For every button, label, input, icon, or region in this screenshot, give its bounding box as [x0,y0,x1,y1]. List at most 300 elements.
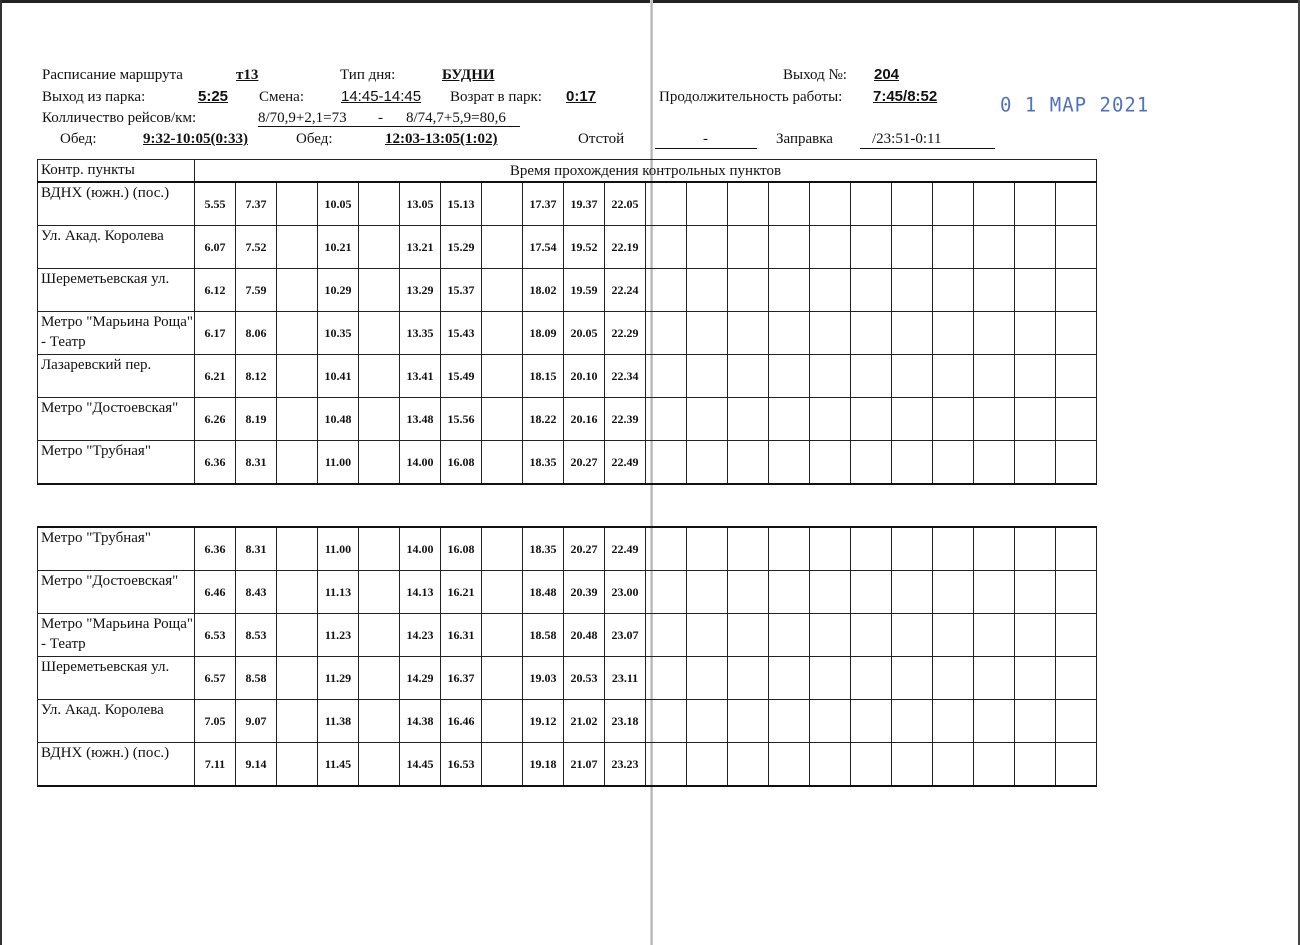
empty-time-cell [1015,571,1056,614]
empty-time-cell [1015,743,1056,787]
time-cell: 7.59 [236,269,277,312]
time-cell: 14.38 [400,700,441,743]
empty-time-cell [482,269,523,312]
empty-time-cell [851,355,892,398]
time-cell: 9.14 [236,743,277,787]
empty-time-cell [974,226,1015,269]
route-label: Расписание маршрута [42,67,183,83]
empty-time-cell [1056,743,1097,787]
empty-time-cell [277,182,318,226]
empty-time-cell [1015,614,1056,657]
time-cell: 8.31 [236,527,277,571]
empty-time-cell [933,527,974,571]
empty-time-cell [277,226,318,269]
empty-time-cell [359,571,400,614]
time-cell: 13.29 [400,269,441,312]
exit-number-value: 204 [874,66,900,83]
empty-time-cell [482,527,523,571]
empty-time-cell [933,441,974,485]
empty-time-cell [1056,355,1097,398]
time-cell: 13.35 [400,312,441,355]
empty-time-cell [359,269,400,312]
lunch1-value: 9:32-10:05(0:33) [143,131,248,147]
empty-time-cell [892,355,933,398]
time-cell: 20.53 [564,657,605,700]
time-cell: 15.37 [441,269,482,312]
time-cell: 10.05 [318,182,359,226]
time-cell: 15.13 [441,182,482,226]
time-cell: 6.53 [195,614,236,657]
empty-time-cell [728,700,769,743]
empty-time-cell [646,657,687,700]
empty-time-cell [1056,269,1097,312]
empty-time-cell [769,657,810,700]
time-cell: 7.05 [195,700,236,743]
stop-name: Метро "Трубная" [38,441,195,485]
empty-time-cell [974,355,1015,398]
time-cell: 23.11 [605,657,646,700]
time-cell: 22.19 [605,226,646,269]
empty-time-cell [810,527,851,571]
empty-time-cell [1056,700,1097,743]
time-cell: 23.18 [605,700,646,743]
empty-time-cell [974,614,1015,657]
time-cell: 20.16 [564,398,605,441]
time-cell: 13.05 [400,182,441,226]
trips-label: Колличество рейсов/км: [42,110,197,126]
time-cell: 13.48 [400,398,441,441]
time-cell: 6.36 [195,527,236,571]
schedule-table-return [37,526,1097,787]
empty-time-cell [359,182,400,226]
empty-time-cell [359,441,400,485]
empty-time-cell [769,527,810,571]
time-cell: 18.22 [523,398,564,441]
time-cell: 13.21 [400,226,441,269]
header-points: Контр. пункты [38,160,195,183]
time-cell: 15.43 [441,312,482,355]
time-cell: 6.26 [195,398,236,441]
empty-time-cell [728,441,769,485]
time-cell: 6.21 [195,355,236,398]
empty-time-cell [687,527,728,571]
time-cell: 11.00 [318,441,359,485]
time-cell: 11.29 [318,657,359,700]
time-cell: 13.41 [400,355,441,398]
time-cell: 8.19 [236,398,277,441]
table-row [38,571,1097,614]
empty-time-cell [1015,312,1056,355]
empty-time-cell [892,441,933,485]
duration-label: Продолжительность работы: [659,89,843,105]
empty-time-cell [1056,614,1097,657]
time-cell: 20.27 [564,441,605,485]
empty-time-cell [1015,398,1056,441]
empty-time-cell [277,614,318,657]
empty-time-cell [851,182,892,226]
empty-time-cell [277,743,318,787]
empty-time-cell [646,571,687,614]
time-cell: 14.23 [400,614,441,657]
empty-time-cell [851,398,892,441]
empty-time-cell [359,743,400,787]
empty-time-cell [277,527,318,571]
empty-time-cell [728,614,769,657]
time-cell: 18.09 [523,312,564,355]
empty-time-cell [359,312,400,355]
empty-time-cell [810,700,851,743]
table-row [38,398,1097,441]
time-cell: 10.21 [318,226,359,269]
refuel-underline [860,148,995,149]
date-stamp: 0 1 MAP 2021 [1000,93,1150,117]
empty-time-cell [810,657,851,700]
table-row [38,355,1097,398]
time-cell: 7.52 [236,226,277,269]
table-row [38,182,1097,226]
table-row [38,657,1097,700]
trips-underline [258,126,520,127]
empty-time-cell [482,355,523,398]
refuel-label: Заправка [776,131,833,147]
empty-time-cell [687,700,728,743]
empty-time-cell [1056,571,1097,614]
empty-time-cell [646,269,687,312]
empty-time-cell [728,743,769,787]
empty-time-cell [933,657,974,700]
empty-time-cell [851,312,892,355]
time-cell: 21.02 [564,700,605,743]
empty-time-cell [646,398,687,441]
time-cell: 8.12 [236,355,277,398]
empty-time-cell [933,614,974,657]
empty-time-cell [892,226,933,269]
day-type-label: Тип дня: [340,67,396,83]
shift-value: 14:45-14:45 [341,88,422,105]
empty-time-cell [1015,355,1056,398]
empty-time-cell [974,657,1015,700]
empty-time-cell [359,657,400,700]
time-cell: 14.00 [400,527,441,571]
empty-time-cell [482,226,523,269]
time-cell: 5.55 [195,182,236,226]
time-cell: 18.35 [523,441,564,485]
schedule-table-outbound [37,159,1097,485]
time-cell: 10.48 [318,398,359,441]
time-cell: 6.57 [195,657,236,700]
time-cell: 16.46 [441,700,482,743]
empty-time-cell [277,355,318,398]
empty-time-cell [359,398,400,441]
trips-value-2: 8/74,7+5,9=80,6 [406,110,506,126]
empty-time-cell [687,226,728,269]
empty-time-cell [810,571,851,614]
time-cell: 23.23 [605,743,646,787]
empty-time-cell [646,614,687,657]
empty-time-cell [1015,182,1056,226]
page-edge-left [0,0,2,945]
time-cell: 18.58 [523,614,564,657]
header-times: Время прохождения контрольных пунктов [195,160,1097,183]
empty-time-cell [769,312,810,355]
empty-time-cell [277,657,318,700]
refuel-value: /23:51-0:11 [872,131,942,147]
time-cell: 10.41 [318,355,359,398]
time-cell: 21.07 [564,743,605,787]
empty-time-cell [933,571,974,614]
table-row [38,743,1097,787]
time-cell: 19.18 [523,743,564,787]
time-cell: 8.06 [236,312,277,355]
empty-time-cell [359,527,400,571]
time-cell: 20.27 [564,527,605,571]
empty-time-cell [769,441,810,485]
time-cell: 16.53 [441,743,482,787]
time-cell: 23.00 [605,571,646,614]
time-cell: 11.13 [318,571,359,614]
empty-time-cell [687,398,728,441]
empty-time-cell [851,614,892,657]
empty-time-cell [974,312,1015,355]
time-cell: 15.56 [441,398,482,441]
empty-time-cell [277,571,318,614]
time-cell: 22.49 [605,527,646,571]
empty-time-cell [646,527,687,571]
return-value: 0:17 [566,88,597,105]
table-row [38,700,1097,743]
time-cell: 15.29 [441,226,482,269]
table-row [38,226,1097,269]
time-cell: 8.31 [236,441,277,485]
empty-time-cell [482,182,523,226]
table-row [38,614,1097,657]
empty-time-cell [1056,527,1097,571]
time-cell: 18.48 [523,571,564,614]
empty-time-cell [892,269,933,312]
empty-time-cell [646,700,687,743]
time-cell: 8.53 [236,614,277,657]
trips-value-1: 8/70,9+2,1=73 [258,110,347,126]
empty-time-cell [728,312,769,355]
empty-time-cell [933,700,974,743]
lunch2-label: Обед: [296,131,333,147]
time-cell: 22.05 [605,182,646,226]
layover-underline [655,148,757,149]
empty-time-cell [687,269,728,312]
empty-time-cell [933,182,974,226]
time-cell: 19.52 [564,226,605,269]
time-cell: 17.54 [523,226,564,269]
time-cell: 14.29 [400,657,441,700]
time-cell: 15.49 [441,355,482,398]
empty-time-cell [769,182,810,226]
empty-time-cell [728,226,769,269]
empty-time-cell [810,182,851,226]
empty-time-cell [892,614,933,657]
empty-time-cell [359,614,400,657]
empty-time-cell [892,700,933,743]
time-cell: 6.12 [195,269,236,312]
empty-time-cell [933,312,974,355]
table-row [38,527,1097,571]
empty-time-cell [851,571,892,614]
time-cell: 20.05 [564,312,605,355]
stop-name: Шереметьевская ул. [38,657,195,700]
empty-time-cell [974,571,1015,614]
stop-name: Метро "Трубная" [38,527,195,571]
empty-time-cell [646,743,687,787]
empty-time-cell [728,398,769,441]
empty-time-cell [359,226,400,269]
time-cell: 6.17 [195,312,236,355]
empty-time-cell [851,269,892,312]
time-cell: 16.08 [441,527,482,571]
lunch1-label: Обед: [60,131,97,147]
stop-name: Шереметьевская ул. [38,269,195,312]
stop-name: Ул. Акад. Королева [38,226,195,269]
time-cell: 16.37 [441,657,482,700]
time-cell: 7.11 [195,743,236,787]
empty-time-cell [1056,226,1097,269]
empty-time-cell [892,312,933,355]
time-cell: 9.07 [236,700,277,743]
empty-time-cell [687,571,728,614]
time-cell: 22.39 [605,398,646,441]
empty-time-cell [687,441,728,485]
empty-time-cell [892,182,933,226]
time-cell: 19.12 [523,700,564,743]
empty-time-cell [974,182,1015,226]
stop-name: Метро "Достоевская" [38,398,195,441]
empty-time-cell [482,571,523,614]
table-row [38,441,1097,485]
empty-time-cell [482,312,523,355]
empty-time-cell [728,355,769,398]
park-exit-label: Выход из парка: [42,89,146,105]
time-cell: 6.07 [195,226,236,269]
empty-time-cell [810,355,851,398]
empty-time-cell [810,614,851,657]
empty-time-cell [1015,226,1056,269]
empty-time-cell [728,571,769,614]
empty-time-cell [851,657,892,700]
empty-time-cell [1015,527,1056,571]
empty-time-cell [646,355,687,398]
empty-time-cell [933,355,974,398]
time-cell: 22.29 [605,312,646,355]
empty-time-cell [892,743,933,787]
time-cell: 23.07 [605,614,646,657]
empty-time-cell [933,743,974,787]
time-cell: 19.37 [564,182,605,226]
empty-time-cell [974,398,1015,441]
time-cell: 14.13 [400,571,441,614]
empty-time-cell [687,312,728,355]
shift-label: Смена: [259,89,305,105]
time-cell: 16.31 [441,614,482,657]
empty-time-cell [277,312,318,355]
empty-time-cell [687,614,728,657]
trips-dash: - [378,110,383,126]
time-cell: 11.23 [318,614,359,657]
empty-time-cell [482,700,523,743]
empty-time-cell [810,226,851,269]
time-cell: 8.58 [236,657,277,700]
empty-time-cell [851,743,892,787]
empty-time-cell [892,398,933,441]
time-cell: 18.15 [523,355,564,398]
layover-label: Отстой [578,131,625,147]
empty-time-cell [646,312,687,355]
stop-name: Метро "Марьина Роща" - Театр [38,614,195,657]
empty-time-cell [851,226,892,269]
stop-name: Метро "Достоевская" [38,571,195,614]
empty-time-cell [769,700,810,743]
empty-time-cell [728,657,769,700]
empty-time-cell [769,398,810,441]
empty-time-cell [851,700,892,743]
empty-time-cell [933,269,974,312]
time-cell: 10.35 [318,312,359,355]
empty-time-cell [728,269,769,312]
exit-number-label: Выход №: [783,67,847,83]
empty-time-cell [810,269,851,312]
empty-time-cell [769,355,810,398]
time-cell: 6.36 [195,441,236,485]
empty-time-cell [482,657,523,700]
time-cell: 22.24 [605,269,646,312]
empty-time-cell [851,527,892,571]
empty-time-cell [810,398,851,441]
time-cell: 11.00 [318,527,359,571]
time-cell: 16.21 [441,571,482,614]
empty-time-cell [810,312,851,355]
empty-time-cell [1015,441,1056,485]
empty-time-cell [646,441,687,485]
empty-time-cell [1015,269,1056,312]
empty-time-cell [851,441,892,485]
time-cell: 20.48 [564,614,605,657]
empty-time-cell [728,182,769,226]
empty-time-cell [646,182,687,226]
empty-time-cell [482,441,523,485]
time-cell: 11.38 [318,700,359,743]
time-cell: 19.59 [564,269,605,312]
time-cell: 11.45 [318,743,359,787]
lunch2-value: 12:03-13:05(1:02) [385,131,498,147]
time-cell: 8.43 [236,571,277,614]
empty-time-cell [974,700,1015,743]
empty-time-cell [277,269,318,312]
empty-time-cell [359,355,400,398]
empty-time-cell [974,441,1015,485]
table-row [38,312,1097,355]
time-cell: 22.34 [605,355,646,398]
empty-time-cell [974,269,1015,312]
layover-value: - [703,131,708,147]
time-cell: 6.46 [195,571,236,614]
empty-time-cell [974,527,1015,571]
empty-time-cell [687,657,728,700]
empty-time-cell [810,441,851,485]
empty-time-cell [1015,700,1056,743]
stop-name: ВДНХ (южн.) (пос.) [38,743,195,787]
empty-time-cell [728,527,769,571]
empty-time-cell [892,571,933,614]
empty-time-cell [1056,398,1097,441]
empty-time-cell [277,441,318,485]
empty-time-cell [769,226,810,269]
